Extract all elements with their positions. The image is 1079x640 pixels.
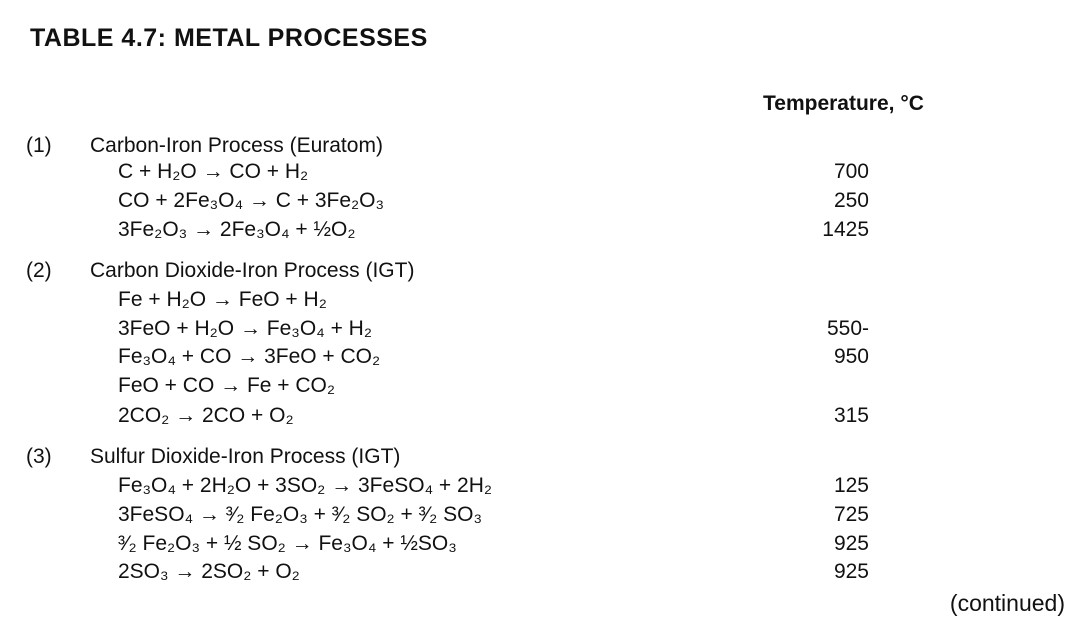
reaction-temperature: 700: [833, 160, 869, 183]
process-number: (1): [26, 134, 52, 157]
process-number: (2): [26, 259, 52, 282]
reaction-equation: CO + 2Fe₃O₄ → C + 3Fe₂O₃: [118, 189, 385, 212]
reaction-row: [0, 371, 1079, 401]
reaction-row: [0, 314, 1079, 344]
reaction-temperature: 125: [833, 474, 869, 497]
reaction-row: [0, 215, 1079, 245]
reaction-row: [0, 157, 1079, 187]
reaction-row: [0, 186, 1079, 216]
reaction-equation: Fe₃O₄ + CO → 3FeO + CO₂: [118, 345, 381, 368]
reaction-row: [0, 557, 1079, 587]
process-header-row: [0, 442, 1079, 472]
reaction-equation: 3Fe₂O₃ → 2Fe₃O₄ + ½O₂: [118, 218, 356, 241]
temperature-column-header: Temperature, °C: [763, 92, 924, 115]
reaction-row: [0, 401, 1079, 431]
process-name: Sulfur Dioxide-Iron Process (IGT): [90, 445, 401, 468]
reaction-equation: FeO + CO → Fe + CO₂: [118, 374, 336, 397]
process-header-row: [0, 256, 1079, 286]
reaction-temperature: 250: [833, 189, 869, 212]
table-title: TABLE 4.7: METAL PROCESSES: [30, 24, 428, 52]
reaction-equation: 2SO₃ → 2SO₂ + O₂: [118, 560, 300, 583]
process-name: Carbon Dioxide-Iron Process (IGT): [90, 259, 415, 282]
reaction-equation: 2CO₂ → 2CO + O₂: [118, 404, 294, 427]
reaction-row: [0, 342, 1079, 372]
reaction-row: [0, 285, 1079, 315]
process-number: (3): [26, 445, 52, 468]
reaction-equation: C + H₂O → CO + H₂: [118, 160, 309, 183]
reaction-row: [0, 471, 1079, 501]
reaction-temperature: 725: [833, 503, 869, 526]
reaction-equation: 3FeSO₄ → ³⁄₂ Fe₂O₃ + ³⁄₂ SO₂ + ³⁄₂ SO₃: [118, 503, 483, 526]
reaction-row: [0, 500, 1079, 530]
continued-note: (continued): [949, 590, 1065, 616]
reaction-temperature: 1425: [822, 218, 869, 241]
reaction-equation: ³⁄₂ Fe₂O₃ + ½ SO₂ → Fe₃O₄ + ½SO₃: [118, 532, 457, 555]
reaction-temperature: 315: [833, 404, 869, 427]
reaction-equation: 3FeO + H₂O → Fe₃O₄ + H₂: [118, 317, 372, 340]
reaction-equation: Fe₃O₄ + 2H₂O + 3SO₂ → 3FeSO₄ + 2H₂: [118, 474, 493, 497]
reaction-row: [0, 529, 1079, 559]
reaction-temperature: 925: [833, 560, 869, 583]
reaction-temperature: 925: [833, 532, 869, 555]
reaction-temperature: 950: [833, 345, 869, 368]
reaction-temperature: 550-: [826, 317, 869, 340]
process-name: Carbon-Iron Process (Euratom): [90, 134, 383, 157]
reaction-equation: Fe + H₂O → FeO + H₂: [118, 288, 327, 311]
